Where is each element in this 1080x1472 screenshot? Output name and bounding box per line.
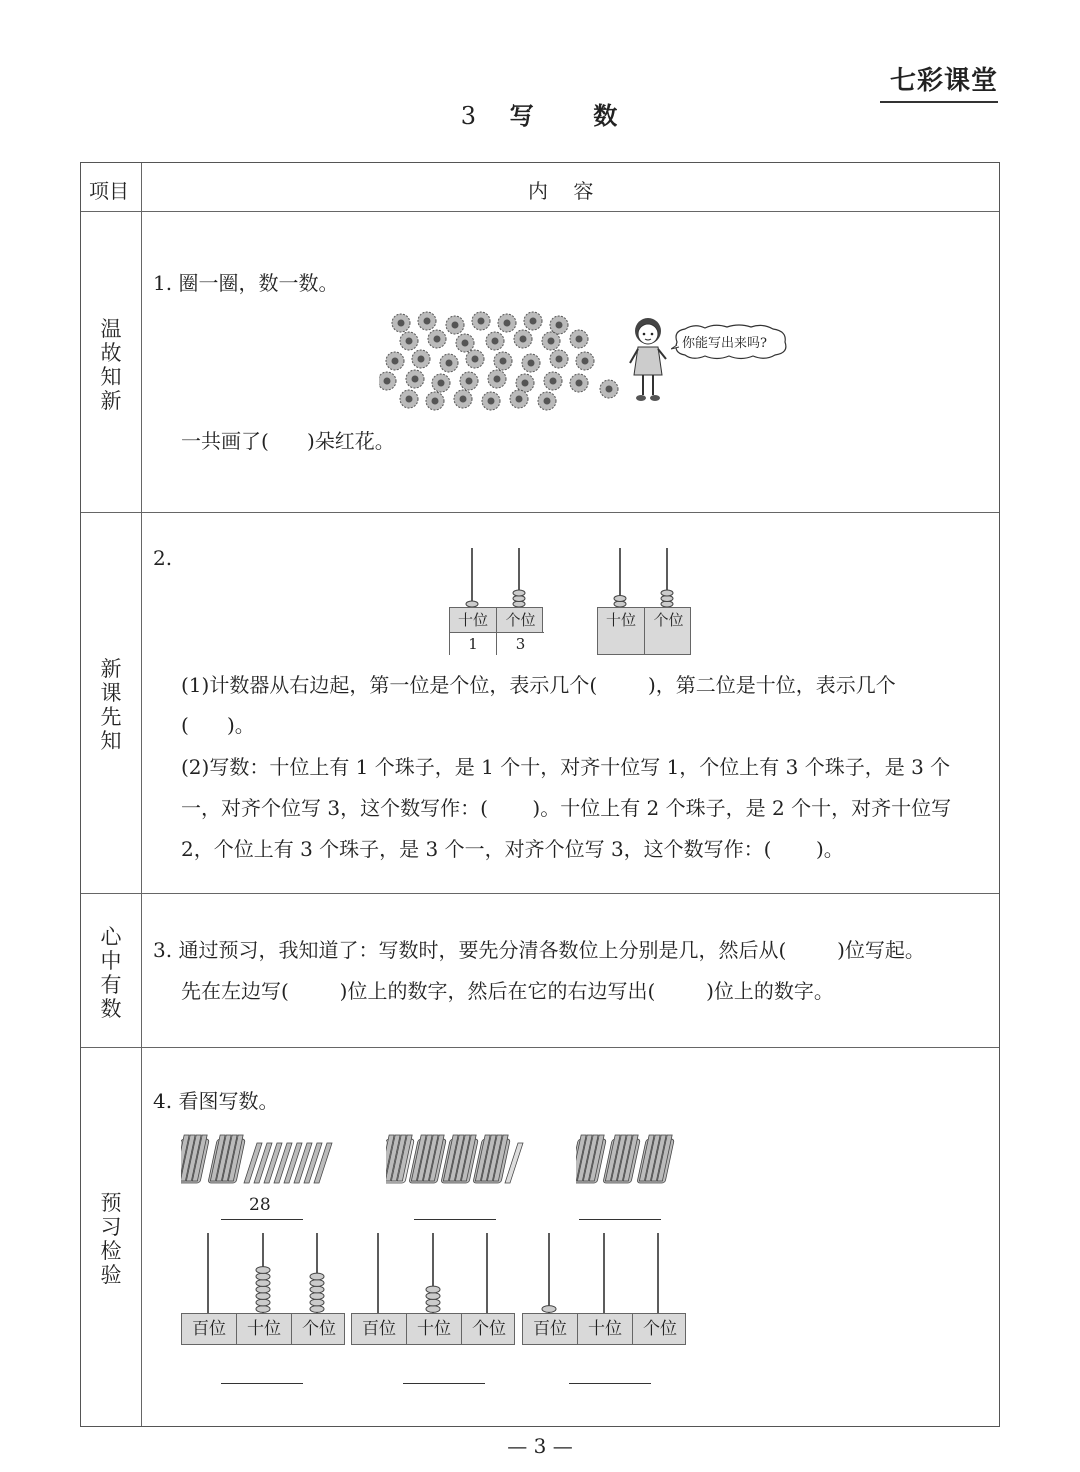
q4-prompt: 4. 看图写数。 [153,1089,279,1113]
flower [472,312,490,330]
flower-cluster-image [379,311,639,416]
flower [550,350,568,368]
counter-bead [310,1306,324,1313]
q2-p1-line2: ( )。 [181,713,255,737]
page-title [0,96,1080,131]
flower [510,390,528,408]
worksheet-table [80,162,1000,1427]
flower [454,390,472,408]
counter2-tens-cell [598,608,645,654]
title-part2: 数 [593,101,620,130]
answer-blank-4 [221,1383,303,1384]
counter-bead [426,1286,440,1293]
flower [432,374,450,392]
counter-bead [426,1299,440,1306]
counter-a-ones-label: 个位 [302,1319,336,1339]
q2-p2-line3: 2，个位上有 3 个珠子，是 3 个一，对齐个位写 3，这个数写作：( )。 [181,837,844,861]
example-answer: 28 [249,1195,271,1215]
answer-blank-6 [569,1383,651,1384]
counter-bead [614,596,626,602]
flower [412,350,430,368]
title-number: 3 [460,102,478,130]
header-content: 内 容 [528,179,594,203]
counter-bead [661,590,673,596]
counter1-ones-cell [497,608,544,654]
row-divider [81,1047,999,1048]
counter-b-tens-label: 十位 [407,1314,462,1344]
counter1-tens-value: 1 [450,633,496,656]
counter1-tens-label: 十位 [450,608,496,633]
counter2-rods [597,548,693,610]
counter2-ones-label: 个位 [653,611,684,629]
counter1-ones-value: 3 [497,633,544,656]
q2-p2-line1: (2)写数：十位上有 1 个珠子，是 1 个十，对齐十位写 1，个位上有 3 个珠子，是 3 个 [181,755,951,779]
q2-p2-line2: 一，对齐个位写 3，这个数写作：( )。十位上有 2 个珠子，是 2 个十，对齐十位写 [181,796,952,820]
girl-illustration [626,313,674,405]
brand-name: 七彩课堂 [889,66,998,96]
counter-bead [426,1306,440,1313]
counter-a-tens-label: 十位 [237,1314,292,1344]
flower [428,330,446,348]
flower [486,332,504,350]
sticks-group-1 [181,1129,346,1187]
counter-bead [310,1293,324,1300]
counter-c-ones-label: 个位 [643,1319,677,1339]
counter-c-tens-label: 十位 [578,1314,633,1344]
flower [600,380,618,398]
flower [460,372,478,390]
flower [392,314,410,332]
column-divider [141,163,142,1426]
counter-bead [310,1280,324,1287]
title-part1: 写 [509,101,536,130]
counter-bead [256,1267,270,1274]
counter1-ones-label: 个位 [497,608,544,633]
row-divider [81,211,999,212]
counter1-tens-cell [450,608,497,654]
flower [482,392,500,410]
sticks-group-3 [576,1129,686,1187]
counter2-board [597,607,691,655]
counter-bead [256,1306,270,1313]
flower [488,370,506,388]
section-label-review: 温 故 知 新 [100,317,122,413]
q2-number: 2. [153,546,173,570]
flower [538,392,556,410]
page-number: — 3 — [507,1434,573,1458]
flower [514,330,532,348]
flower [418,312,436,330]
speech-bubble-text: 你能写出来吗? [682,336,767,351]
flower [446,316,464,334]
flower [576,352,594,370]
counter-c-board [522,1313,686,1345]
counter-b-board [351,1313,515,1345]
section-label-new-lesson: 新 课 先 知 [100,657,122,753]
answer-blank-5 [403,1383,485,1384]
flower [379,372,396,390]
counter-bead [310,1299,324,1306]
flower [440,354,458,372]
section-label-summary: 心 中 有 数 [100,925,122,1021]
answer-blank-1 [221,1219,303,1220]
flower [522,354,540,372]
counter-bead [542,1306,556,1313]
row-divider [81,893,999,894]
q3-line1: 3. 通过预习，我知道了：写数时，要先分清各数位上分别是几，然后从( )位写起。 [153,938,925,962]
counter-b-hundreds-label: 百位 [352,1314,407,1344]
flower [426,392,444,410]
flower [456,334,474,352]
flower [542,332,560,350]
counter-a-board [181,1313,345,1345]
counter-bead [256,1280,270,1287]
counter1-board [449,607,543,655]
counter2-ones-cell [645,608,692,654]
answer-blank-2 [414,1219,496,1220]
flower [498,314,516,332]
q1-answer-line: 一共画了( )朵红花。 [181,429,395,453]
counter-bead [310,1286,324,1293]
flower [386,352,404,370]
counter-bead [310,1273,324,1280]
counter-bead [513,590,525,596]
section-label-check: 预 习 检 验 [100,1191,122,1287]
counter1-rods [449,548,545,610]
counter-bead [426,1293,440,1300]
flower [400,390,418,408]
counter-bead [256,1299,270,1306]
flower [570,330,588,348]
header-item: 项目 [89,179,129,203]
counter-bead [256,1273,270,1280]
flower [406,370,424,388]
flower [550,316,568,334]
q2-p1-line1: (1)计数器从右边起，第一位是个位，表示几个( )，第二位是十位，表示几个 [181,673,896,697]
counter-c-hundreds-label: 百位 [523,1314,578,1344]
counter-bead [256,1293,270,1300]
q1-prompt: 1. 圈一圈，数一数。 [153,271,339,295]
flower [524,312,542,330]
sticks-group-2 [386,1129,536,1187]
flower [544,372,562,390]
row-divider [81,512,999,513]
flower [570,374,588,392]
counter-b-ones-label: 个位 [472,1319,506,1339]
answer-blank-3 [579,1219,661,1220]
flower [516,374,534,392]
flower [400,332,418,350]
q3-line2: 先在左边写( )位上的数字，然后在它的右边写出( )位上的数字。 [181,979,834,1003]
flower [494,352,512,370]
counter2-tens-label: 十位 [605,611,636,629]
counters-rods [179,1233,699,1317]
counter-bead [256,1286,270,1293]
flower [466,350,484,368]
counter-a-hundreds-label: 百位 [182,1314,237,1344]
